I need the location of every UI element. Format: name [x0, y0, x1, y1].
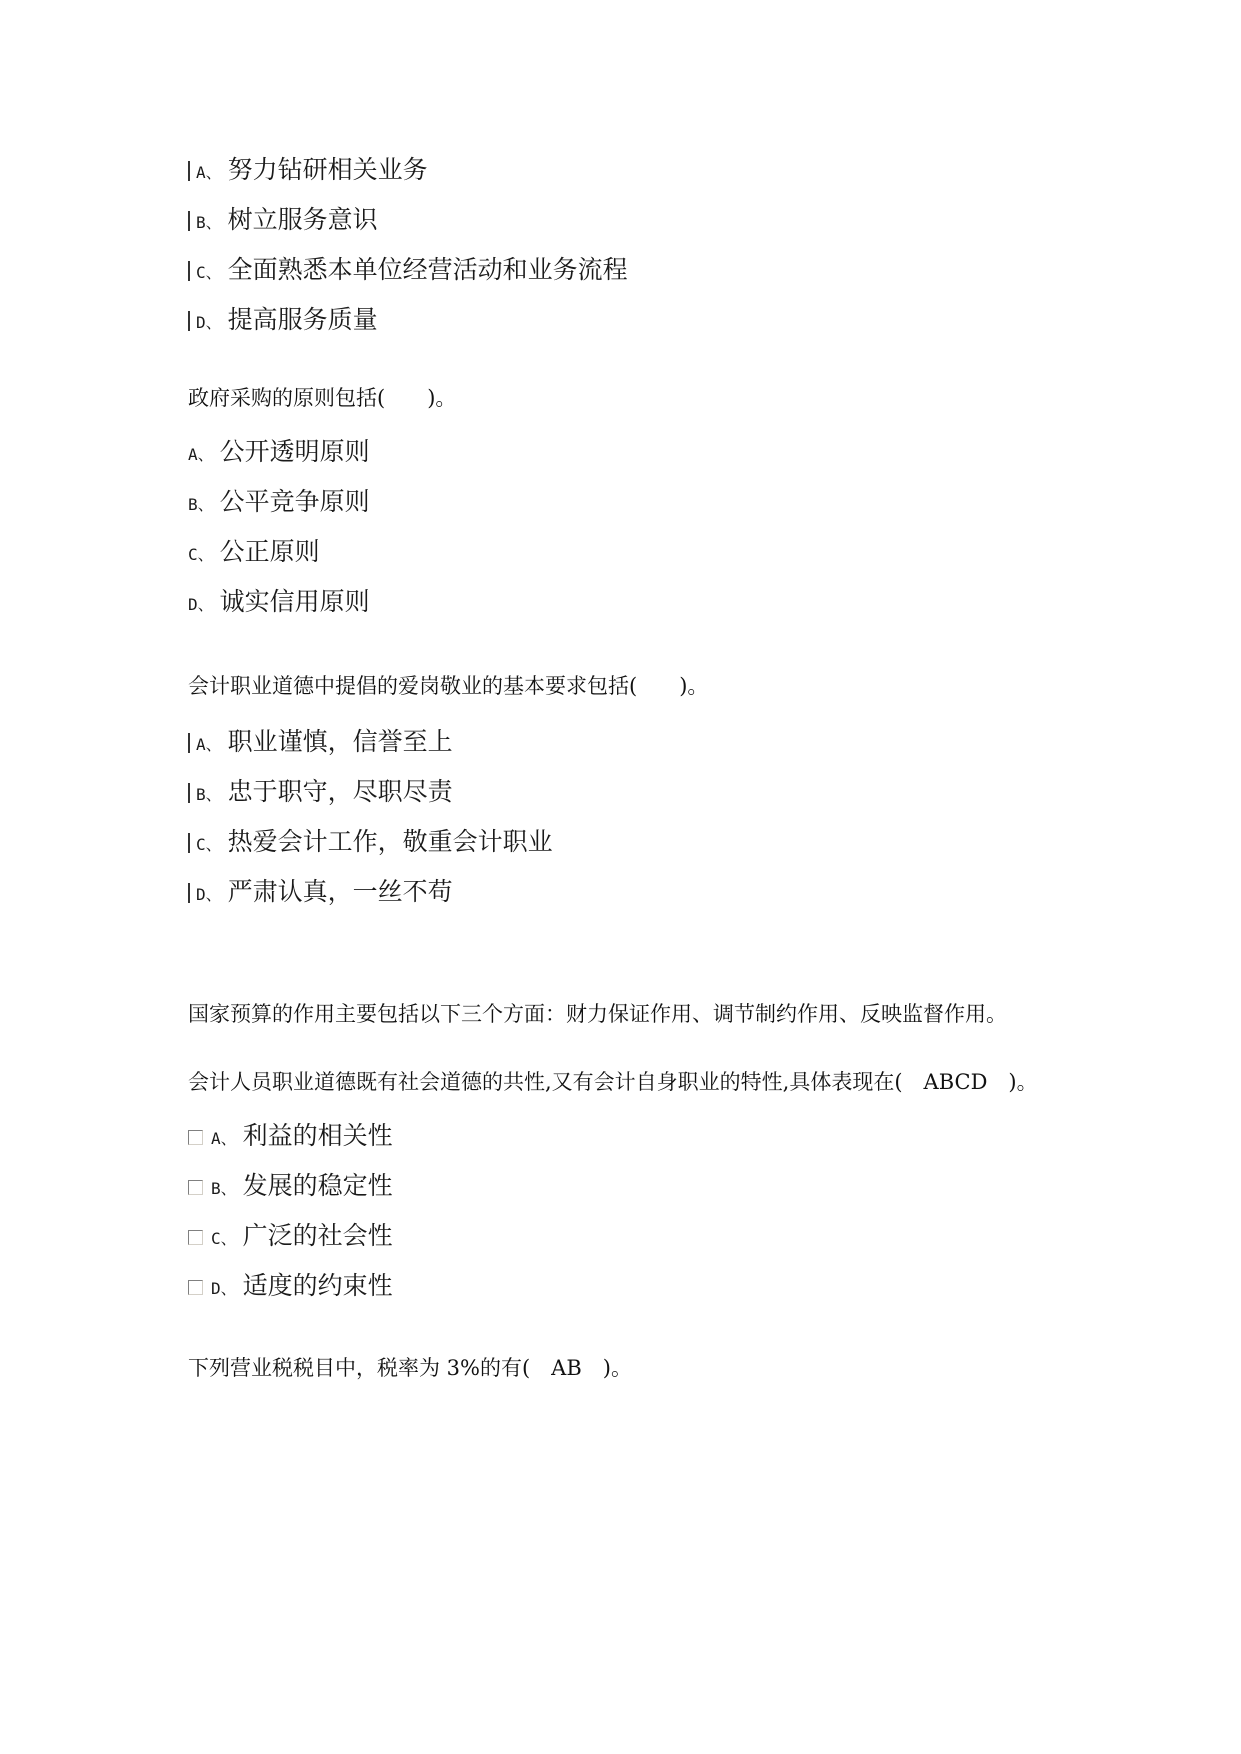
option-b[interactable]: B、 发展的稳定性 [188, 1166, 393, 1202]
option-d: D、 诚实信用原则 [188, 587, 370, 616]
option-b: B、 忠于职守，尽职尽责 [188, 772, 453, 808]
option-c: C、 公正原则 [188, 537, 320, 566]
option-c: C、 全面熟悉本单位经营活动和业务流程 [188, 250, 628, 286]
marker [188, 261, 190, 281]
marker [188, 883, 190, 903]
checkbox[interactable] [188, 1280, 203, 1295]
question-text: 会计人员职业道德既有社会道德的共性,又有会计自身职业的特性,具体表现在( ABCD )。 [188, 1070, 1038, 1094]
option-a: A、 职业谨慎，信誉至上 [188, 722, 453, 758]
checkbox[interactable] [188, 1230, 203, 1245]
option-d: D、 严肃认真，一丝不苟 [188, 872, 453, 908]
option-c[interactable]: C、 广泛的社会性 [188, 1216, 393, 1252]
marker [188, 783, 190, 803]
option-a: A、 努力钻研相关业务 [188, 150, 428, 186]
question-text: 下列营业税税目中，税率为 3%的有( AB )。 [188, 1356, 632, 1380]
marker [188, 311, 190, 331]
statement-text: 国家预算的作用主要包括以下三个方面：财力保证作用、调节制约作用、反映监督作用。 [188, 1002, 1007, 1026]
checkbox[interactable] [188, 1180, 203, 1195]
option-b: B、 树立服务意识 [188, 200, 378, 236]
option-a: A、 公开透明原则 [188, 437, 370, 466]
option-d: D、 提高服务质量 [188, 300, 378, 336]
question-text: 会计职业道德中提倡的爱岗敬业的基本要求包括( )。 [188, 674, 709, 698]
option-d[interactable]: D、 适度的约束性 [188, 1266, 393, 1302]
marker [188, 733, 190, 753]
marker [188, 161, 190, 181]
option-c: C、 热爱会计工作，敬重会计职业 [188, 822, 553, 858]
marker [188, 833, 190, 853]
option-a[interactable]: A、 利益的相关性 [188, 1116, 393, 1152]
option-b: B、 公平竞争原则 [188, 487, 370, 516]
question-text: 政府采购的原则包括( )。 [188, 386, 457, 410]
marker [188, 211, 190, 231]
checkbox[interactable] [188, 1130, 203, 1145]
